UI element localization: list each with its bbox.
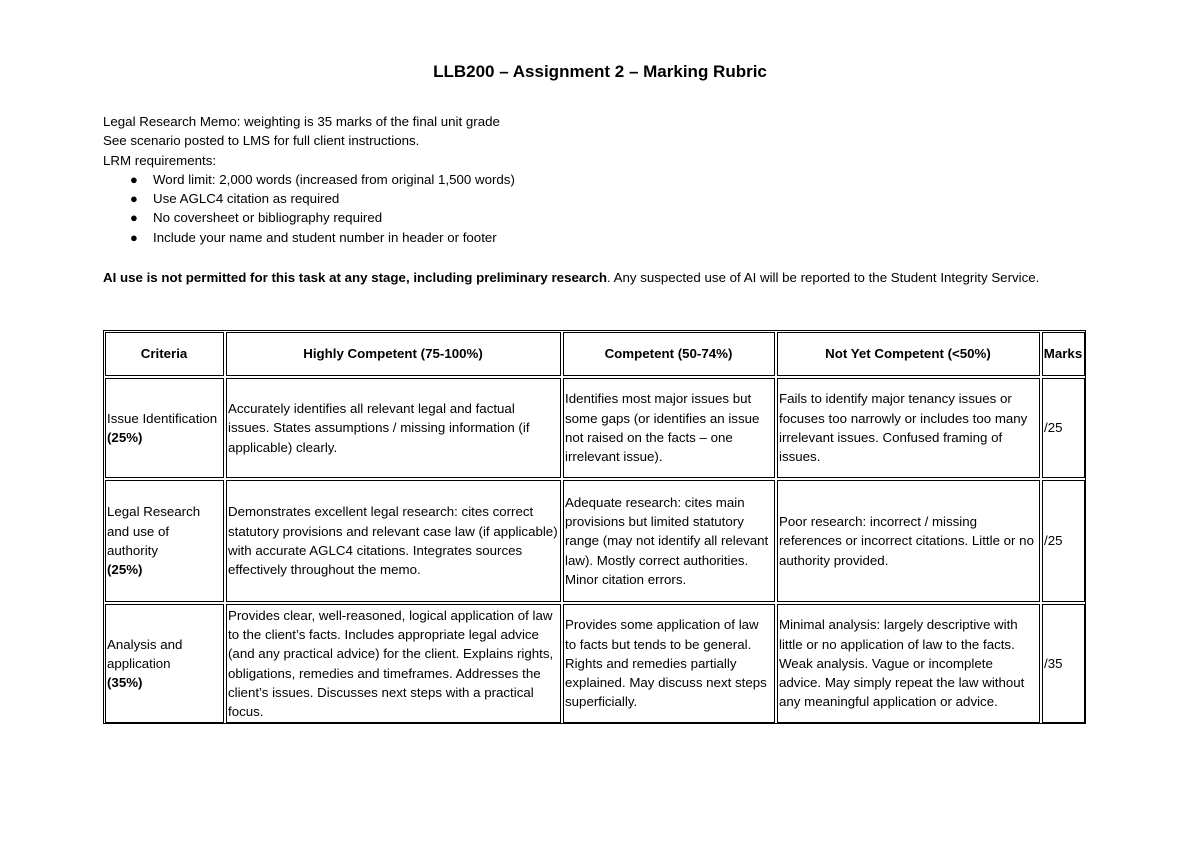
header-highly-competent: Highly Competent (75-100%) (226, 332, 561, 376)
header-criteria: Criteria (105, 332, 224, 376)
competent-cell: Provides some application of law to facts but tends to be general. Rights and remedies partially explained. May discuss next steps superficially. (563, 604, 775, 723)
bullet-icon: ● (130, 171, 138, 187)
requirement-item: ● Word limit: 2,000 words (increased from original 1,500 words) (103, 170, 1103, 189)
requirement-item: ● Include your name and student number in header or footer (103, 228, 1103, 247)
requirement-item: ● No coversheet or bibliography required (103, 208, 1103, 227)
not-yet-competent-cell: Fails to identify major tenancy issues or focuses too narrowly or includes too many irrelevant issues. Confused framing of issues. (777, 378, 1040, 478)
header-competent: Competent (50-74%) (563, 332, 775, 376)
requirement-item: ● Use AGLC4 citation as required (103, 189, 1103, 208)
ai-policy-note (103, 268, 1113, 287)
requirements-heading: LRM requirements: (103, 152, 217, 168)
highly-competent-cell: Demonstrates excellent legal research: cites correct statutory provisions and relevant case law (if applicable) with accurate AGLC4 citations. Integrates sources effectively throughout the memo. (226, 480, 561, 602)
criteria-cell: Analysis and application (35%) (105, 604, 224, 723)
page-title: LLB200 – Assignment 2 – Marking Rubric (433, 62, 767, 81)
header-marks: Marks (1042, 332, 1085, 376)
rubric-table (103, 330, 1086, 724)
ai-policy-bold: AI use is not permitted for this task at any stage, including preliminary research (103, 270, 607, 285)
ai-policy-rest: . Any suspected use of AI will be reported to the Student Integrity Service. (606, 270, 1040, 285)
bullet-icon: ● (130, 229, 138, 245)
competent-cell: Adequate research: cites main provisions but limited statutory range (may not identify all relevant law). Mostly correct authorities. Minor citation errors. (563, 480, 775, 602)
criteria-cell: Legal Research and use of authority (25%) (105, 480, 224, 602)
highly-competent-cell: Provides clear, well-reasoned, logical application of law to the client’s facts. Includes appropriate legal advice (and any practical advice) for the client. Explains rights, obligations, remedies and timeframes. Addresses the client’s issues. Discusses next steps with a practical focus. (226, 604, 561, 723)
intro-block (103, 112, 1103, 247)
requirements-list (103, 170, 1103, 247)
marks-cell: /25 (1042, 480, 1085, 602)
bullet-icon: ● (130, 191, 138, 207)
not-yet-competent-cell: Poor research: incorrect / missing references or incorrect citations. Little or no authority provided. (777, 480, 1040, 602)
marks-cell: /35 (1042, 604, 1085, 723)
bullet-icon: ● (130, 210, 138, 226)
scenario-text: See scenario posted to LMS for full client instructions. (103, 133, 420, 149)
competent-cell: Identifies most major issues but some gaps (or identifies an issue not raised on the facts – one irrelevant issue). (563, 378, 775, 478)
not-yet-competent-cell: Minimal analysis: largely descriptive with little or no application of law to the facts. Weak analysis. Vague or incomplete advice. May simply repeat the law without any meaningful application or advice. (777, 604, 1040, 723)
criteria-cell: Issue Identification (25%) (105, 378, 224, 478)
marks-cell: /25 (1042, 378, 1085, 478)
highly-competent-cell: Accurately identifies all relevant legal and factual issues. States assumptions / missing information (if applicable) clearly. (226, 378, 561, 478)
header-not-yet-competent: Not Yet Competent (<50%) (777, 332, 1040, 376)
weighting-text: Legal Research Memo: weighting is 35 marks of the final unit grade (103, 114, 500, 129)
